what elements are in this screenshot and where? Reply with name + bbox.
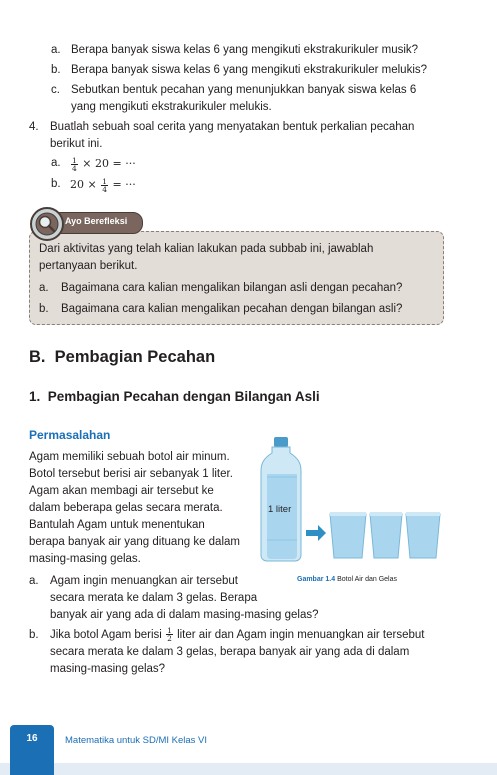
item-b-text: Berapa banyak siswa kelas 6 yang mengikuti ekstrakurikuler melukis? [71, 64, 428, 76]
question-a-line-1: Agam ingin menuangkan air tersebut [50, 575, 238, 587]
reflection-badge: Ayo Berefleksi [44, 212, 143, 234]
glass-icon [370, 512, 402, 558]
reflection-icon [30, 207, 64, 241]
book-title: Matematika untuk SD/MI Kelas VI [65, 735, 208, 746]
q4-line-1: Buatlah sebuah soal cerita yang menyatakan bentuk perkalian pecahan [50, 121, 415, 133]
reflection-a-text: Bagaimana cara kalian mengalikan bilangan asli dengan pecahan? [61, 282, 403, 294]
q4-number: 4. [29, 121, 39, 133]
question-a-line-3: banyak air yang ada di dalam masing-masing gelas? [50, 609, 319, 621]
reflection-intro-1: Dari aktivitas yang telah kalian lakukan pada subbab ini, jawablah [39, 243, 374, 255]
q4-b-expression: 20 × $\frac{1}{4}$ = ··· [70, 176, 136, 194]
item-a-text: Berapa banyak siswa kelas 6 yang mengikuti ekstrakurikuler musik? [71, 44, 419, 56]
story-line: berapa banyak air yang dituang ke dalam [29, 536, 240, 548]
problem-heading: Permasalahan [29, 428, 111, 442]
question-b-line-1: Jika botol Agam berisi $\frac{1}{2}$ liter air dan Agam ingin menuangkan air tersebut [50, 626, 425, 644]
fraction-quarter: $\frac{1}{4}$ [72, 155, 77, 173]
section-subtitle: 1. Pembagian Pecahan dengan Bilangan Asli [29, 389, 320, 404]
story-line: Bantulah Agam untuk menentukan [29, 519, 205, 531]
reflection-intro-2: pertanyaan berikut. [39, 260, 138, 272]
story-line: Agam akan membagi air tersebut ke [29, 485, 214, 497]
question-b-line-3: masing-masing gelas? [50, 663, 166, 675]
bottle-label: 1 liter [268, 504, 292, 515]
water-bottle-icon [261, 437, 301, 561]
fraction-quarter: $\frac{1}{4}$ [102, 176, 107, 194]
question-b-label: b. [29, 629, 39, 641]
q4-b-label: b. [51, 178, 61, 190]
magnifier-icon [32, 209, 62, 239]
q4-a-expression: $\frac{1}{4}$ × 20 = ··· [72, 155, 136, 173]
reflection-b-label: b. [39, 303, 49, 315]
footer-bar [0, 763, 497, 775]
question-a-line-2: secara merata ke dalam 3 gelas. Berapa [50, 592, 258, 604]
reflection-b-text: Bagaimana cara kalian mengalikan pecahan dengan bilangan asli? [61, 303, 403, 315]
glass-icon [330, 512, 366, 558]
item-a-label: a. [51, 44, 61, 56]
story-line: Botol tersebut berisi air sebanyak 1 liter. [29, 468, 233, 480]
item-c-text-2: yang mengikuti ekstrakurikuler melukis. [71, 101, 272, 113]
item-b-label: b. [51, 64, 61, 76]
glass-icon [406, 512, 440, 558]
item-c-label: c. [51, 84, 60, 96]
figure-caption: Gambar 1.4 Botol Air dan Gelas [297, 576, 398, 583]
story-line: masing-masing gelas. [29, 553, 141, 565]
bottle-and-glasses-figure [258, 432, 448, 564]
section-title: B. Pembagian Pecahan [29, 348, 216, 366]
item-c-text-1: Sebutkan bentuk pecahan yang menunjukkan banyak siswa kelas 6 [71, 84, 417, 96]
question-a-label: a. [29, 575, 39, 587]
story-line: Agam memiliki sebuah botol air minum. [29, 451, 230, 463]
page-number-tab [10, 725, 54, 775]
q4-a-label: a. [51, 157, 61, 169]
arrow-right-icon [306, 525, 326, 541]
fraction-half: $\frac{1}{2}$ [167, 626, 172, 644]
q4-line-2: berikut ini. [50, 138, 103, 150]
page-number: 16 [26, 733, 38, 744]
reflection-a-label: a. [39, 282, 49, 294]
story-line: dalam beberapa gelas secara merata. [29, 502, 223, 514]
question-b-line-2: secara merata ke dalam 3 gelas, berapa banyak air yang ada di dalam [50, 646, 410, 658]
